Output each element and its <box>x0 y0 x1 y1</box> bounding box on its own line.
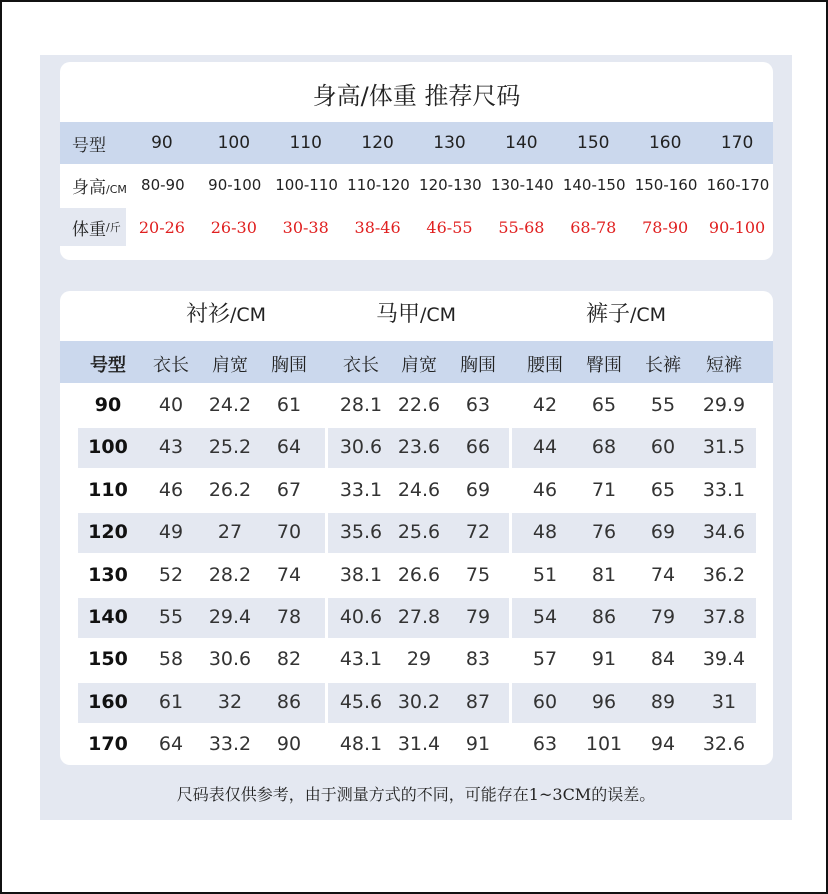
table-row <box>78 640 756 680</box>
table-cell: 22.6 <box>397 394 441 416</box>
height-cell: 120-130 <box>419 176 482 194</box>
height-label <box>60 173 127 198</box>
row-size-cell: 90 <box>94 394 122 416</box>
weight-label-text: 体重 <box>72 219 106 240</box>
weight-cell: 68-78 <box>570 217 617 237</box>
height-cell: 140-150 <box>562 176 626 194</box>
height-cell: 80-90 <box>141 176 185 194</box>
weight-row <box>60 206 773 248</box>
table-cell: 44 <box>532 436 558 459</box>
table-row <box>78 556 756 596</box>
measurement-card <box>60 291 773 765</box>
table-cell: 45.6 <box>339 690 383 713</box>
row-size-cell: 120 <box>88 521 128 544</box>
table-cell: 43 <box>158 436 184 459</box>
table-cell: 68 <box>591 436 617 459</box>
table-cell: 49 <box>158 521 184 544</box>
height-cell: 130-140 <box>490 176 554 194</box>
table-row <box>78 471 756 511</box>
table-cell: 34.6 <box>702 521 746 544</box>
table-cell: 57 <box>532 648 558 671</box>
size-cell: 90 <box>151 133 173 153</box>
group-vest-heading <box>376 297 456 337</box>
column-header: 胸围 <box>271 355 307 376</box>
group-shirt-heading <box>186 297 266 337</box>
column-header: 臀围 <box>586 355 622 376</box>
table-cell: 30.2 <box>397 690 441 713</box>
row-size-cell: 140 <box>88 606 128 628</box>
row-size-cell: 160 <box>88 690 128 713</box>
table-cell: 61 <box>276 394 302 416</box>
table-cell: 65 <box>650 478 676 501</box>
height-cell: 90-100 <box>208 176 262 194</box>
column-header: 衣长 <box>343 355 379 376</box>
table-cell: 61 <box>158 690 184 713</box>
table-row <box>78 428 756 468</box>
table-cell: 54 <box>532 606 558 628</box>
column-header: 长裤 <box>645 355 681 376</box>
table-cell: 26.2 <box>208 478 252 501</box>
size-row <box>60 122 773 164</box>
weight-cell: 30-38 <box>282 217 329 237</box>
table-cell: 101 <box>585 733 623 756</box>
column-header: 号型 <box>90 355 126 376</box>
weight-cell: 78-90 <box>642 217 689 237</box>
weight-cell: 20-26 <box>138 217 185 237</box>
table-cell: 31.4 <box>397 733 441 756</box>
table-cell: 29.9 <box>702 394 746 416</box>
weight-cell: 90-100 <box>708 217 766 237</box>
table-cell: 24.2 <box>208 394 252 416</box>
height-cell: 160-170 <box>706 176 770 194</box>
size-cell: 130 <box>433 133 466 153</box>
table-cell: 55 <box>650 394 676 416</box>
table-cell: 91 <box>591 648 617 671</box>
height-cell: 110-120 <box>347 176 410 194</box>
table-cell: 33.1 <box>339 478 383 501</box>
height-cell: 150-160 <box>634 176 698 194</box>
table-cell: 31.5 <box>702 436 746 459</box>
table-cell: 91 <box>465 733 491 756</box>
table-cell: 69 <box>465 478 491 501</box>
height-weight-card <box>60 62 773 260</box>
table-cell: 37.8 <box>702 606 746 628</box>
table-cell: 83 <box>465 648 491 671</box>
size-label: 号型 <box>72 135 106 156</box>
table-cell: 27.8 <box>397 606 441 628</box>
row-size-cell: 170 <box>88 733 128 756</box>
table-cell: 27 <box>217 521 243 544</box>
table-cell: 28.1 <box>339 394 383 416</box>
table-row <box>78 513 756 553</box>
height-cell: 100-110 <box>275 176 338 194</box>
table-cell: 40.6 <box>339 606 383 628</box>
height-row <box>60 164 773 206</box>
table-row <box>78 725 756 765</box>
column-header: 肩宽 <box>401 355 437 376</box>
table-cell: 64 <box>276 436 302 459</box>
weight-cell: 55-68 <box>498 217 545 237</box>
table-cell: 42 <box>532 394 558 416</box>
group-shirt-unit: /CM <box>230 304 267 326</box>
table-cell: 52 <box>158 563 184 586</box>
table-cell: 46 <box>532 478 558 501</box>
table-cell: 29 <box>406 648 432 671</box>
column-header: 短裤 <box>706 355 742 376</box>
table-cell: 81 <box>591 563 617 586</box>
height-unit: /CM <box>106 182 127 196</box>
table-cell: 32.6 <box>702 733 746 756</box>
table-cell: 63 <box>465 394 491 416</box>
weight-unit: /斤 <box>106 221 121 234</box>
column-header-row <box>60 341 773 383</box>
size-cell: 150 <box>577 133 610 153</box>
table-cell: 75 <box>465 563 491 586</box>
table-cell: 70 <box>276 521 302 544</box>
table-row <box>78 386 756 426</box>
table-cell: 30.6 <box>339 436 383 459</box>
table-cell: 33.1 <box>702 478 746 501</box>
table-cell: 48.1 <box>339 733 383 756</box>
size-cell: 160 <box>648 133 682 153</box>
table-cell: 96 <box>591 690 617 713</box>
size-cell: 140 <box>505 133 538 153</box>
size-cell: 110 <box>289 133 322 153</box>
table-cell: 94 <box>650 733 676 756</box>
table-cell: 74 <box>276 563 302 586</box>
row-size-cell: 130 <box>88 563 128 586</box>
column-header: 衣长 <box>153 355 189 376</box>
table-cell: 79 <box>650 606 676 628</box>
table-cell: 33.2 <box>208 733 252 756</box>
weight-label <box>60 208 126 246</box>
table-cell: 89 <box>650 690 676 713</box>
weight-cell: 26-30 <box>210 217 257 237</box>
table-cell: 23.6 <box>397 436 441 459</box>
table-cell: 66 <box>465 436 491 459</box>
table-row <box>78 683 756 723</box>
table-cell: 67 <box>276 478 302 501</box>
weight-cell: 46-55 <box>426 217 473 237</box>
table-cell: 64 <box>158 733 184 756</box>
table-cell: 69 <box>650 521 676 544</box>
group-vest-unit: /CM <box>420 304 457 326</box>
height-label-text: 身高 <box>72 177 106 198</box>
table-cell: 31 <box>711 690 737 713</box>
column-header: 腰围 <box>527 355 563 376</box>
table-cell: 63 <box>532 733 558 756</box>
table-row <box>78 598 756 638</box>
table-cell: 87 <box>465 690 491 713</box>
table-cell: 38.1 <box>339 563 383 586</box>
table-cell: 39.4 <box>702 648 746 671</box>
table-cell: 60 <box>650 436 676 459</box>
size-guide-panel <box>40 55 792 820</box>
size-cell: 120 <box>361 133 394 153</box>
table-cell: 30.6 <box>208 648 252 671</box>
group-pants-heading <box>586 297 666 337</box>
table-cell: 24.6 <box>397 478 441 501</box>
table-cell: 90 <box>276 733 302 756</box>
table-cell: 48 <box>532 521 558 544</box>
table-cell: 82 <box>276 648 302 671</box>
column-header: 肩宽 <box>212 355 248 376</box>
table-cell: 32 <box>217 690 243 713</box>
table-cell: 25.2 <box>208 436 252 459</box>
table-cell: 26.6 <box>397 563 441 586</box>
size-cell: 170 <box>720 133 754 153</box>
row-size-cell: 100 <box>88 436 128 459</box>
weight-cell: 38-46 <box>354 217 401 237</box>
table-cell: 40 <box>158 394 184 416</box>
group-pants-name: 裤子 <box>586 302 631 327</box>
group-pants-unit: /CM <box>630 304 667 326</box>
table-cell: 71 <box>591 478 617 501</box>
table-cell: 79 <box>465 606 491 628</box>
table-cell: 86 <box>276 690 302 713</box>
table-cell: 55 <box>158 606 184 628</box>
table-cell: 65 <box>591 394 617 416</box>
table-cell: 74 <box>650 563 676 586</box>
table-cell: 35.6 <box>339 521 383 544</box>
table-cell: 78 <box>276 606 302 628</box>
table-cell: 60 <box>532 690 558 713</box>
table-cell: 58 <box>158 648 184 671</box>
table-cell: 76 <box>591 521 617 544</box>
column-header: 胸围 <box>460 355 496 376</box>
height-weight-title: 身高/体重 推荐尺码 <box>312 82 521 110</box>
row-size-cell: 110 <box>88 478 128 501</box>
table-cell: 28.2 <box>208 563 252 586</box>
table-cell: 84 <box>650 648 676 671</box>
table-cell: 86 <box>591 606 617 628</box>
group-vest-name: 马甲 <box>376 302 421 327</box>
row-size-cell: 150 <box>88 648 128 671</box>
table-cell: 29.4 <box>208 606 252 628</box>
table-cell: 51 <box>532 563 558 586</box>
group-shirt-name: 衬衫 <box>186 302 231 327</box>
size-cell: 100 <box>217 133 251 153</box>
table-cell: 46 <box>158 478 184 501</box>
table-cell: 72 <box>465 521 491 544</box>
table-cell: 25.6 <box>397 521 441 544</box>
table-cell: 43.1 <box>339 648 383 671</box>
table-cell: 36.2 <box>702 563 746 586</box>
footnote: 尺码表仅供参考，由于测量方式的不同，可能存在1~3CM的误差。 <box>176 785 656 804</box>
